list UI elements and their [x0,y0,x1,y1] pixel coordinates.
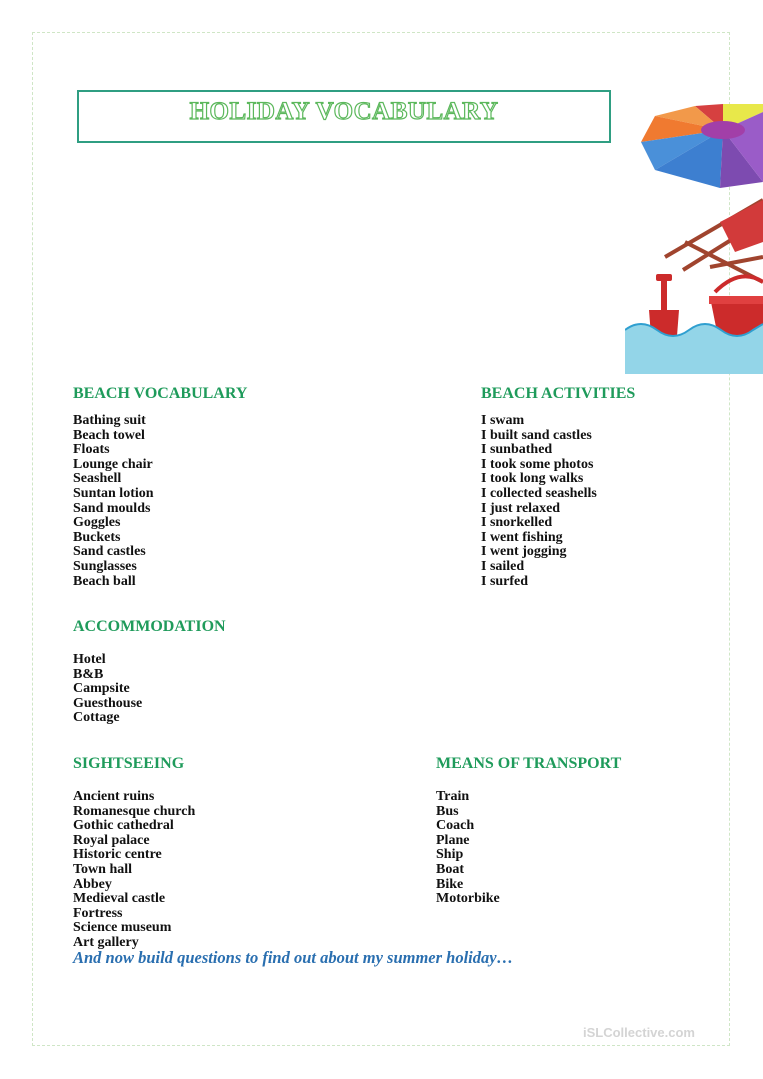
beach-umbrella-icon [641,104,763,188]
beach-illustration [625,92,763,374]
list-item: Motorbike [436,891,500,907]
list-item: Suntan lotion [73,485,154,501]
list-item: Gothic cathedral [73,818,174,834]
list-item: Train [436,789,470,804]
list-item: I built sand castles [481,427,592,443]
list-item: Ship [436,847,464,863]
list-item: B&B [73,666,104,682]
list-item: Royal palace [73,832,150,848]
list-item: Bus [436,803,459,819]
list-item: Floats [73,442,110,458]
list-item: I sailed [481,558,525,574]
list-item: Hotel [73,652,106,667]
list-item: Bike [436,876,464,892]
list-item: I sunbathed [481,442,553,458]
list-item: Cottage [73,710,120,726]
list-item: Beach ball [73,573,136,589]
beach-vocabulary-list [73,414,154,589]
list-item: Buckets [73,529,121,545]
list-item: I just relaxed [481,500,561,516]
list-item: Sunglasses [73,558,137,574]
accommodation-list [73,653,142,726]
beach-activities-heading: BEACH ACTIVITIES [481,385,636,402]
list-item: Beach towel [73,427,145,443]
list-item: I went fishing [481,529,563,545]
transport-list [436,790,500,907]
list-item: I took some photos [481,456,594,472]
beach-vocabulary-heading: BEACH VOCABULARY [73,385,248,402]
list-item: Abbey [73,876,112,892]
list-item: Ancient ruins [73,789,155,804]
list-item: Sand castles [73,544,146,560]
list-item: I swam [481,413,525,428]
title-box [77,90,611,143]
list-item: Art gallery [73,934,139,950]
sightseeing-list [73,790,195,951]
sightseeing-heading: SIGHTSEEING [73,755,185,772]
list-item: Seashell [73,471,122,487]
list-item: Goggles [73,515,121,531]
list-item: Fortress [73,905,123,921]
list-item: I surfed [481,573,529,589]
list-item: I collected seashells [481,485,597,501]
accommodation-heading: ACCOMMODATION [73,618,226,635]
list-item: I went jogging [481,544,567,560]
list-item: Romanesque church [73,803,196,819]
list-item: Coach [436,818,475,834]
page-title: HOLIDAY VOCABULARY [189,98,499,125]
list-item: Medieval castle [73,891,166,907]
list-item: Science museum [73,920,172,936]
list-item: Guesthouse [73,695,143,711]
deck-chair-icon [665,200,763,282]
list-item: Lounge chair [73,456,153,472]
beach-activities-list [481,414,597,589]
transport-heading: MEANS OF TRANSPORT [436,755,622,772]
list-item: I snorkelled [481,515,553,531]
list-item: Bathing suit [73,413,146,428]
list-item: Town hall [73,861,133,877]
list-item: Campsite [73,681,130,697]
watermark-logo: iSLCollective.com [583,1025,695,1040]
list-item: I took long walks [481,471,584,487]
list-item: Sand moulds [73,500,151,516]
summer-holiday-prompt: And now build questions to find out about my summer holiday… [73,948,514,967]
list-item: Historic centre [73,847,162,863]
list-item: Boat [436,861,464,877]
list-item: Plane [436,832,470,848]
